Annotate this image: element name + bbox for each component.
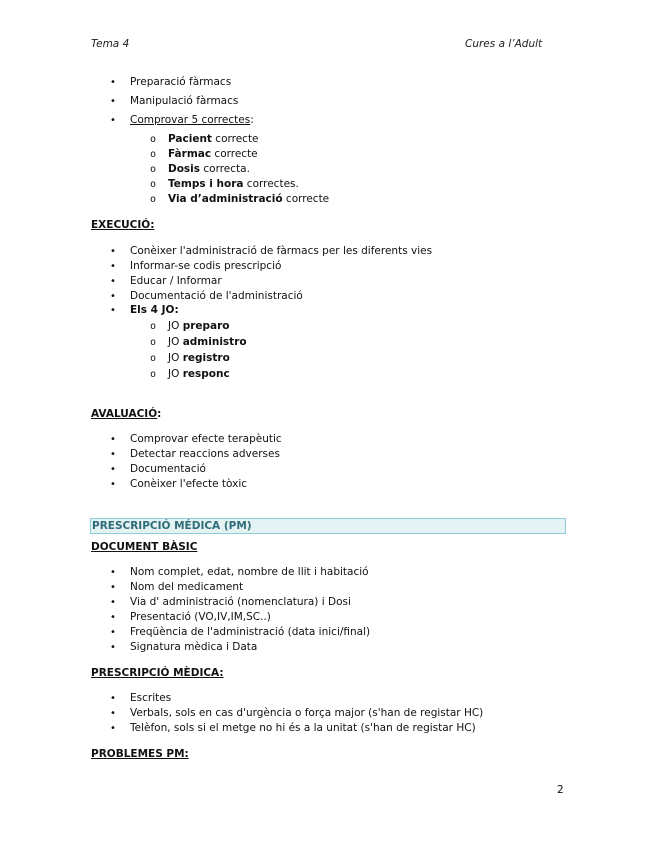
list-item: • Preparació fàrmacs bbox=[110, 76, 232, 88]
bullet-icon: • bbox=[110, 708, 116, 719]
circle-bullet-icon: o bbox=[150, 337, 157, 348]
bullet-icon: • bbox=[110, 612, 116, 623]
header-subject: Cures a l’Adult bbox=[465, 38, 543, 50]
bullet-icon: • bbox=[110, 305, 116, 316]
section-heading-document-basic: DOCUMENT BÀSIC bbox=[91, 541, 198, 553]
list-item: • Els 4 JO: bbox=[110, 304, 179, 316]
list-item: • Educar / Informar bbox=[110, 275, 222, 287]
bullet-icon: • bbox=[110, 115, 116, 126]
bullet-icon: • bbox=[110, 582, 116, 593]
header-topic: Tema 4 bbox=[91, 38, 130, 50]
sub-list-item: o Via d’administració correcte bbox=[150, 193, 330, 205]
list-item: • Comprovar efecte terapèutic bbox=[110, 433, 282, 445]
list-item: • Nom complet, edat, nombre de llit i habitació bbox=[110, 566, 369, 578]
bullet-icon: • bbox=[110, 77, 116, 88]
list-item: • Presentació (VO,IV,IM,SC..) bbox=[110, 611, 271, 623]
list-item: • Via d' administració (nomenclatura) i Dosi bbox=[110, 596, 351, 608]
list-item: • Informar-se codis prescripció bbox=[110, 260, 282, 272]
sub-list-item: o Dosis correcta. bbox=[150, 163, 250, 175]
circle-bullet-icon: o bbox=[150, 149, 157, 160]
bullet-icon: • bbox=[110, 597, 116, 608]
list-item: • Conèixer l'administració de fàrmacs per les diferents vies bbox=[110, 245, 433, 257]
list-item: • Signatura mèdica i Data bbox=[110, 641, 258, 653]
circle-bullet-icon: o bbox=[150, 164, 157, 175]
list-item: • Freqüència de l'administració (data inici/final) bbox=[110, 626, 371, 638]
sub-list-item: o Temps i hora correctes. bbox=[150, 178, 299, 190]
bullet-icon: • bbox=[110, 246, 116, 257]
section-heading-prescripcio-medica: PRESCRIPCIÓ MÉDICA (PM) bbox=[90, 518, 566, 534]
sub-list-item: o JO preparo bbox=[150, 320, 230, 332]
section-heading-problemes-pm: PROBLEMES PM: bbox=[91, 748, 189, 760]
list-item: • Conèixer l'efecte tòxic bbox=[110, 478, 248, 490]
section-heading-prescripcio-medica-types: PRESCRIPCIÓ MÈDICA: bbox=[91, 667, 224, 679]
bullet-icon: • bbox=[110, 464, 116, 475]
list-item: • Detectar reaccions adverses bbox=[110, 448, 280, 460]
list-item: • Comprovar 5 correctes: bbox=[110, 114, 254, 126]
bullet-icon: • bbox=[110, 276, 116, 287]
list-item: • Escrites bbox=[110, 692, 172, 704]
bullet-icon: • bbox=[110, 449, 116, 460]
sub-list-item: o Fàrmac correcte bbox=[150, 148, 258, 160]
list-item: • Verbals, sols en cas d'urgència o força major (s'han de registar HC) bbox=[110, 707, 484, 719]
sub-list-item: o Pacient correcte bbox=[150, 133, 259, 145]
circle-bullet-icon: o bbox=[150, 369, 157, 380]
sub-list-item: o JO responc bbox=[150, 368, 230, 380]
bullet-icon: • bbox=[110, 627, 116, 638]
circle-bullet-icon: o bbox=[150, 353, 157, 364]
list-item: • Nom del medicament bbox=[110, 581, 244, 593]
page-number: 2 bbox=[557, 784, 564, 796]
circle-bullet-icon: o bbox=[150, 194, 157, 205]
circle-bullet-icon: o bbox=[150, 134, 157, 145]
list-item: • Manipulació fàrmacs bbox=[110, 95, 239, 107]
list-item: • Documentació bbox=[110, 463, 206, 475]
bullet-icon: • bbox=[110, 261, 116, 272]
circle-bullet-icon: o bbox=[150, 179, 157, 190]
circle-bullet-icon: o bbox=[150, 321, 157, 332]
bullet-icon: • bbox=[110, 434, 116, 445]
sub-list-item: o JO registro bbox=[150, 352, 230, 364]
section-heading-execucio: EXECUCIÓ: bbox=[91, 219, 155, 231]
bullet-icon: • bbox=[110, 723, 116, 734]
list-item: • Documentació de l'administració bbox=[110, 290, 303, 302]
sub-list-item: o JO administro bbox=[150, 336, 247, 348]
list-item: • Telèfon, sols si el metge no hi és a la unitat (s'han de registar HC) bbox=[110, 722, 476, 734]
bullet-icon: • bbox=[110, 291, 116, 302]
bullet-icon: • bbox=[110, 693, 116, 704]
bullet-icon: • bbox=[110, 567, 116, 578]
bullet-icon: • bbox=[110, 479, 116, 490]
section-heading-avaluacio: AVALUACIÓ: bbox=[91, 408, 162, 420]
bullet-icon: • bbox=[110, 96, 116, 107]
bullet-icon: • bbox=[110, 642, 116, 653]
